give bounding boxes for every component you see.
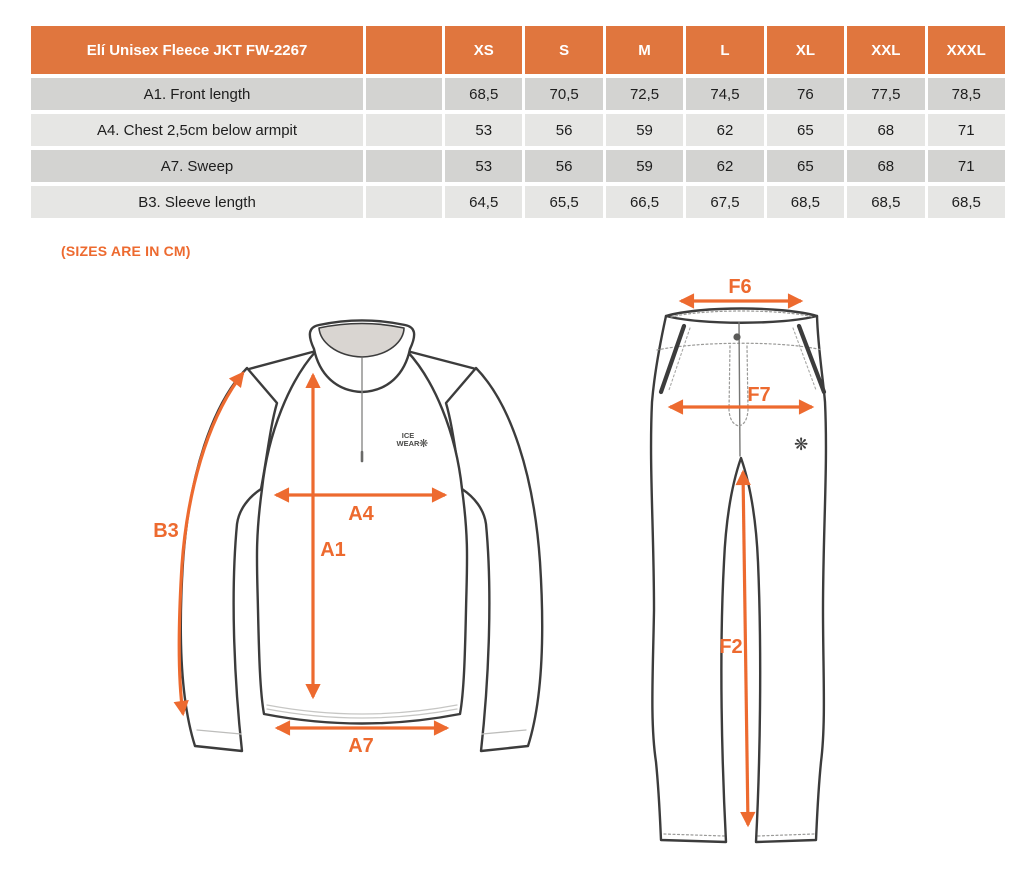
size-table <box>28 22 1008 222</box>
value-cell: 67,5 <box>686 186 763 218</box>
value-cell: 72,5 <box>606 78 683 110</box>
size-header-xs: XS <box>445 26 522 74</box>
label-a4: A4 <box>348 503 374 525</box>
value-cell: 65 <box>767 150 844 182</box>
arrow-f2-inseam <box>743 472 748 825</box>
label-f2: F2 <box>719 636 743 658</box>
table-row-sweep <box>31 150 1005 182</box>
spacer-header-cell <box>366 26 442 74</box>
table-title: Elí Unisex Fleece JKT FW-2267 <box>31 26 363 74</box>
fly-center-line <box>739 322 740 456</box>
value-cell: 65,5 <box>525 186 602 218</box>
spacer-cell <box>366 186 442 218</box>
pants-diagram <box>651 309 826 843</box>
row-label: A7. Sweep <box>31 150 363 182</box>
value-cell: 68,5 <box>445 78 522 110</box>
value-cell: 68,5 <box>928 186 1005 218</box>
size-header-xxl: XXL <box>847 26 924 74</box>
sizes-unit-note: (SIZES ARE IN CM) <box>61 243 191 259</box>
spacer-cell <box>366 78 442 110</box>
value-cell: 59 <box>606 114 683 146</box>
snowflake-icon: ❋ <box>794 435 809 454</box>
value-cell: 68,5 <box>767 186 844 218</box>
measurement-diagrams <box>0 270 1033 889</box>
value-cell: 70,5 <box>525 78 602 110</box>
snowflake-icon: ❋ <box>419 438 429 450</box>
spacer-cell <box>366 150 442 182</box>
value-cell: 76 <box>767 78 844 110</box>
value-cell: 53 <box>445 150 522 182</box>
value-cell: 59 <box>606 150 683 182</box>
value-cell: 68 <box>847 150 924 182</box>
logo-text-wear: WEAR <box>396 439 420 448</box>
row-label: B3. Sleeve length <box>31 186 363 218</box>
label-a7: A7 <box>348 735 374 757</box>
label-a1: A1 <box>320 539 346 561</box>
value-cell: 71 <box>928 114 1005 146</box>
label-f7: F7 <box>747 384 771 406</box>
size-header-xxxl: XXXL <box>928 26 1005 74</box>
logo-text-ice: ICE <box>401 431 415 440</box>
table-row-sleeve-length <box>31 186 1005 218</box>
size-header-xl: XL <box>767 26 844 74</box>
size-header-s: S <box>525 26 602 74</box>
value-cell: 71 <box>928 150 1005 182</box>
value-cell: 62 <box>686 114 763 146</box>
spacer-cell <box>366 114 442 146</box>
size-header-l: L <box>686 26 763 74</box>
pants-outline <box>651 309 826 843</box>
value-cell: 77,5 <box>847 78 924 110</box>
value-cell: 65 <box>767 114 844 146</box>
label-f6: F6 <box>728 276 752 298</box>
value-cell: 56 <box>525 114 602 146</box>
row-label: A1. Front length <box>31 78 363 110</box>
value-cell: 66,5 <box>606 186 683 218</box>
value-cell: 64,5 <box>445 186 522 218</box>
label-b3: B3 <box>153 520 179 542</box>
size-header-m: M <box>606 26 683 74</box>
value-cell: 78,5 <box>928 78 1005 110</box>
row-label: A4. Chest 2,5cm below armpit <box>31 114 363 146</box>
table-row-chest <box>31 114 1005 146</box>
table-row-front-length <box>31 78 1005 110</box>
value-cell: 68 <box>847 114 924 146</box>
value-cell: 56 <box>525 150 602 182</box>
value-cell: 62 <box>686 150 763 182</box>
value-cell: 53 <box>445 114 522 146</box>
table-header-row <box>31 26 1005 74</box>
waist-button <box>733 333 740 340</box>
value-cell: 68,5 <box>847 186 924 218</box>
value-cell: 74,5 <box>686 78 763 110</box>
